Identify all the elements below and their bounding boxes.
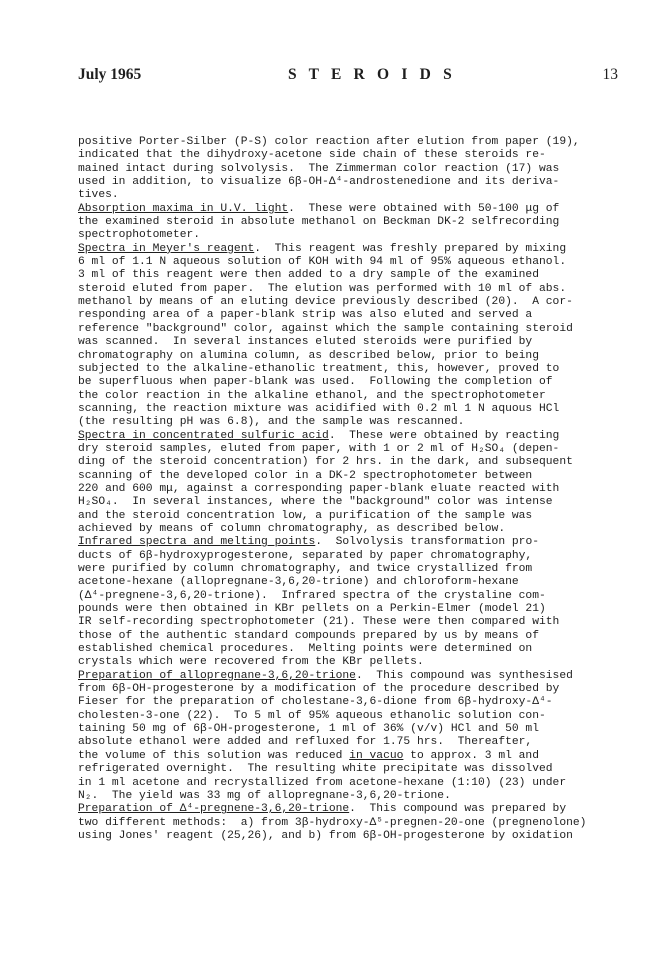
text-segment: achieved by means of column chromatography, as described below. [78, 522, 506, 535]
text-segment: subjected to the alkaline-ethanolic treatment, this, however, proved to [78, 362, 560, 375]
text-line [78, 416, 638, 429]
text-line [78, 269, 638, 282]
section-heading: Spectra in concentrated sulfuric acid [78, 429, 329, 442]
text-line [78, 163, 638, 176]
text-line [78, 750, 638, 763]
text-line [78, 817, 638, 830]
text-segment: reference "background" color, against which the sample containing steroid [78, 322, 573, 335]
text-line [78, 403, 638, 416]
text-segment: in 1 ml acetone and recrystallized from acetone-hexane (1:10) (23) under [78, 776, 567, 789]
text-line [78, 203, 638, 216]
text-segment: pounds were then obtained in KBr pellets on a Perkin-Elmer (model 21) [78, 603, 546, 616]
section-heading: in vacuo [349, 749, 404, 762]
text-segment: . This reagent was freshly prepared by mixing [254, 242, 567, 255]
text-line [78, 296, 638, 309]
body-text [78, 136, 638, 843]
text-segment: scanning, the reaction mixture was acidified with 0.2 ml 1 N aquous HCl [78, 402, 560, 415]
text-segment: mained intact during solvolysis. The Zimmerman color reaction (17) was [78, 162, 560, 175]
text-line [78, 723, 638, 736]
text-line [78, 763, 638, 776]
text-segment: were purified by column chromatography, and twice crystallized from [78, 563, 533, 575]
text-line [78, 830, 638, 843]
text-segment: (Δ⁴-pregnene-3,6,20-trione). Infrared spectra of the crystaline com- [78, 589, 546, 602]
text-line [78, 443, 638, 456]
journal-title: S T E R O I D S [288, 66, 456, 83]
text-line [78, 483, 638, 496]
text-segment: those of the authentic standard compounds prepared by us by means of [78, 629, 539, 642]
text-segment: . This compound was synthesised [355, 669, 573, 682]
section-heading: Preparation of allopregnane-3,6,20-trione [78, 669, 356, 682]
text-line [78, 777, 638, 790]
text-line [78, 149, 638, 162]
text-line [78, 710, 638, 723]
text-segment: the examined steroid in absolute methanol on Beckman DK-2 selfrecording [78, 216, 560, 229]
text-line [78, 243, 638, 256]
text-segment: 220 and 600 mμ, against a corresponding paper-blank eluate reacted with [78, 482, 560, 495]
text-segment: ducts of 6β-hydroxyprogesterone, separated by paper chromatography, [78, 549, 533, 562]
text-line [78, 630, 638, 643]
text-segment: acetone-hexane (allopregnane-3,6,20-trione) and chloroform-hexane [78, 576, 519, 589]
text-line [78, 430, 638, 443]
text-line [78, 376, 638, 389]
text-segment: the color reaction in the alkaline ethanol, and the spectrophotometer [78, 389, 546, 402]
text-line [78, 336, 638, 349]
text-line [78, 189, 638, 202]
text-segment: tives. [78, 189, 119, 202]
text-segment: ding of the steroid concentration) for 2 hrs. in the dark, and subsequent [78, 456, 573, 469]
text-segment: and the steroid concentration low, a purification of the sample was [78, 509, 533, 522]
text-line [78, 323, 638, 336]
text-segment: chromatography on alumina column, as described below, prior to being [78, 349, 539, 362]
text-line [78, 670, 638, 683]
text-segment: (the resulting pH was 6.8), and the sample was rescanned. [78, 416, 465, 429]
text-segment: positive Porter-Silber (P-S) color reaction after elution from paper (19), [78, 136, 580, 148]
section-heading: Preparation of Δ⁴-pregnene-3,6,20-trione [78, 803, 350, 816]
text-line [78, 616, 638, 629]
text-line [78, 390, 638, 403]
text-line [78, 696, 638, 709]
text-line [78, 683, 638, 696]
text-line [78, 803, 638, 816]
text-segment: indicated that the dihydroxy-acetone side chain of these steroids re- [78, 149, 546, 162]
section-heading: Absorption maxima in U.V. light [78, 202, 289, 215]
section-heading: Spectra in Meyer's reagent [78, 242, 255, 255]
text-segment: spectrophotometer. [78, 229, 201, 242]
text-segment: 3 ml of this reagent were then added to a dry sample of the examined [78, 269, 539, 282]
text-segment: 6 ml of 1.1 N aqueous solution of KOH with 94 ml of 95% aqueous ethanol. [78, 256, 567, 269]
text-line [78, 176, 638, 189]
text-line [78, 790, 638, 803]
running-header [78, 66, 618, 90]
text-segment: established chemical procedures. Melting points were determined on [78, 643, 533, 656]
text-line [78, 216, 638, 229]
text-segment: crystals which were recovered from the KBr pellets. [78, 656, 424, 669]
text-line [78, 536, 638, 549]
text-segment: the volume of this solution was reduced [78, 749, 350, 762]
text-segment: using Jones' reagent (25,26), and b) from 6β-OH-progesterone by oxidation [78, 829, 573, 842]
text-segment: scanning of the developed color in a DK-2 spectrophotometer between [78, 469, 533, 482]
text-line [78, 590, 638, 603]
text-line [78, 603, 638, 616]
text-segment: absolute ethanol were added and refluxed for 1.75 hrs. Thereafter, [78, 736, 533, 749]
text-segment: . These were obtained by reacting [328, 429, 560, 442]
page-number: 13 [602, 66, 618, 83]
text-line [78, 136, 638, 149]
text-segment: IR self-recording spectrophotometer (21). These were then compared with [78, 616, 560, 629]
text-segment: used in addition, to visualize 6β-OH-Δ⁴-androstenedione and its deriva- [78, 176, 560, 189]
text-line [78, 256, 638, 269]
text-segment: was scanned. In several instances eluted steroids were purified by [78, 336, 533, 349]
text-segment: dry steroid samples, eluted from paper, with 1 or 2 ml of H₂SO₄ (depen- [78, 442, 560, 455]
text-line [78, 363, 638, 376]
text-segment: steroid eluted from paper. The elution was performed with 10 ml of abs. [78, 282, 567, 295]
text-line [78, 736, 638, 749]
text-line [78, 470, 638, 483]
text-line [78, 309, 638, 322]
text-segment: methanol by means of an eluting device previously described (20). A cor- [78, 296, 573, 309]
text-line [78, 496, 638, 509]
text-segment: two different methods: a) from 3β-hydroxy-Δ⁵-pregnen-20-one (pregnenolone) [78, 816, 587, 829]
text-line [78, 456, 638, 469]
text-line [78, 576, 638, 589]
text-segment: H₂SO₄. In several instances, where the "background" color was intense [78, 496, 553, 509]
text-line [78, 656, 638, 669]
text-segment: from 6β-OH-progesterone by a modification of the procedure described by [78, 683, 560, 696]
text-segment: be superfluous when paper-blank was used. Following the completion of [78, 376, 553, 389]
text-line [78, 550, 638, 563]
text-line [78, 229, 638, 242]
text-segment: responding area of a paper-blank strip was also eluted and served a [78, 309, 533, 322]
text-segment: Fieser for the preparation of cholestane-3,6-dione from 6β-hydroxy-Δ⁴- [78, 696, 553, 709]
text-line [78, 643, 638, 656]
text-segment: taining 50 mg of 6β-OH-progesterone, 1 ml of 36% (v/v) HCl and 50 ml [78, 723, 539, 736]
text-line [78, 563, 638, 576]
text-segment: . Solvolysis transformation pro- [315, 536, 539, 549]
text-line [78, 523, 638, 536]
text-segment: . These were obtained with 50-100 μg of [288, 202, 560, 215]
text-segment: to approx. 3 ml and [403, 749, 539, 762]
text-line [78, 510, 638, 523]
text-line [78, 283, 638, 296]
text-segment: . This compound was prepared by [349, 803, 567, 816]
text-segment: cholesten-3-one (22). To 5 ml of 95% aqueous ethanolic solution con- [78, 709, 546, 722]
issue-date: July 1965 [78, 66, 142, 83]
section-heading: Infrared spectra and melting points [78, 536, 316, 549]
text-segment: N₂. The yield was 33 mg of allopregnane-3,6,20-trione. [78, 789, 451, 802]
text-line [78, 350, 638, 363]
text-segment: refrigerated overnight. The resulting white precipitate was dissolved [78, 763, 553, 776]
